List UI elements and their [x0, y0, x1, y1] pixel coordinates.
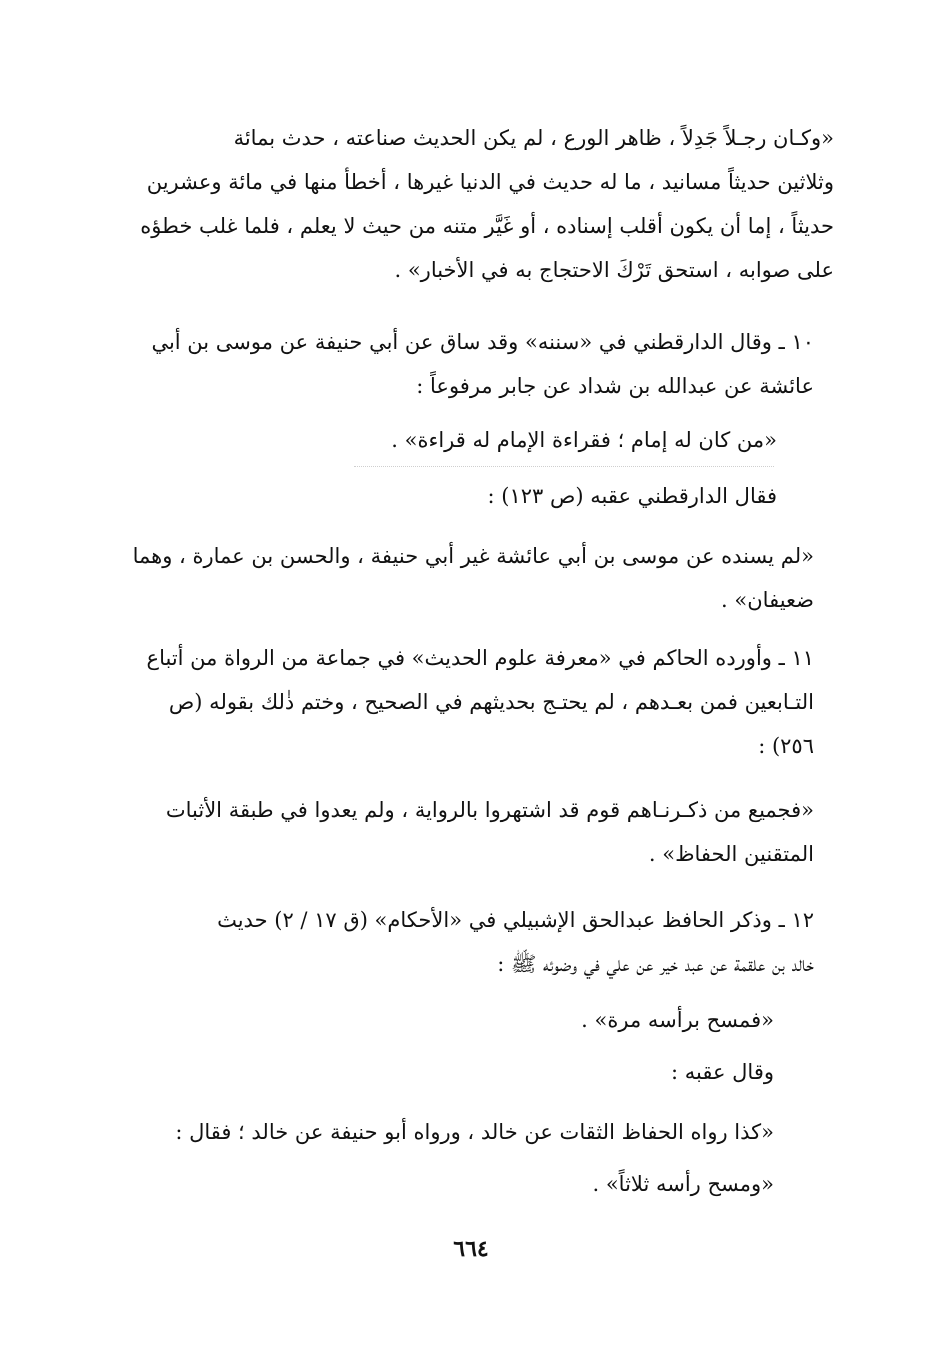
- text-line: خالد بن علقمة عن عبد خير عن علي في وضوئه ﷺ :: [497, 952, 814, 976]
- text-line: على صوابه ، استحق تَرْكَ الاحتجاج به في الأخبار» .: [394, 258, 834, 282]
- text-line: فقال الدارقطني عقبه (ص ١٢٣) :: [487, 484, 777, 508]
- text-line: «لم يسنده عن موسى بن أبي عائشة غير أبي حنيفة ، والحسن بن عمارة ، وهما: [132, 544, 814, 568]
- paragraph-comment-after: [88, 1050, 774, 1094]
- paragraph-quote-2: [88, 418, 777, 462]
- paragraph-quote-5: [88, 998, 774, 1042]
- text-line: «من كان له إمام ؛ فقراءة الإمام له قراءة» .: [391, 428, 777, 452]
- text-line: ١٠ ـ وقال الدارقطني في «سننه» وقد ساق عن أبي حنيفة عن موسى بن أبي: [151, 330, 814, 354]
- text-line: المتقنين الحفاظ» .: [648, 842, 814, 866]
- paragraph-quote-1: [88, 116, 834, 292]
- text-line: ١٢ ـ وذكر الحافظ عبدالحق الإشبيلي في «الأحكام» (ق ١٧ / ٢) حديث: [217, 908, 814, 932]
- paragraph-item-12: [88, 898, 814, 986]
- paragraph-item-10: [88, 320, 814, 408]
- text-line: «ومسح رأسه ثلاثاً» .: [592, 1172, 774, 1196]
- divider: [354, 466, 774, 467]
- paragraph-daraqutni-comment: [88, 474, 777, 518]
- text-line: التـابعين فمن بعـدهم ، لم يحتـج بحديثهم في الصحيح ، وختم ذٰلك بقوله (ص: [168, 690, 814, 714]
- paragraph-item-11: [88, 636, 814, 768]
- text-line: «فمسح برأسه مرة» .: [581, 1008, 774, 1032]
- text-line: ٢٥٦) :: [758, 734, 814, 758]
- text-line: حديثاً ، إما أن يكون أقلب إسناده ، أو غَيَّر متنه من حيث لا يعلم ، فلما غلب خطؤه: [140, 214, 834, 238]
- text-line: وثلاثين حديثاً مسانيد ، ما له حديث في الدنيا غيرها ، أخطأ منها في مائة وعشرين: [146, 170, 834, 194]
- text-line: وقال عقبه :: [670, 1060, 774, 1084]
- paragraph-quote-3: [88, 534, 814, 622]
- text-line: «فجميع من ذكـرنـاهم قوم قد اشتهروا بالرواية ، ولم يعدوا في طبقة الأثبات: [165, 798, 814, 822]
- paragraph-quote-6: [88, 1110, 774, 1154]
- page-number: ٦٦٤: [453, 1236, 489, 1262]
- paragraph-quote-7: [88, 1162, 774, 1206]
- text-line: عائشة عن عبدالله بن شداد عن جابر مرفوعاً :: [416, 374, 814, 398]
- text-line: «كذا رواه الحفاظ الثقات عن خالد ، ورواه أبو حنيفة عن خالد ؛ فقال :: [175, 1120, 774, 1144]
- paragraph-quote-4: [88, 788, 814, 876]
- text-line: ١١ ـ وأورده الحاكم في «معرفة علوم الحديث» في جماعة من الرواة من أتباع: [146, 646, 814, 670]
- text-line: ضعيفان» .: [721, 588, 814, 612]
- text-line: «وكـان رجـلاً جَدِلاً ، ظاهر الورع ، لم يكن الحديث صناعته ، حدث بمائة: [233, 126, 834, 150]
